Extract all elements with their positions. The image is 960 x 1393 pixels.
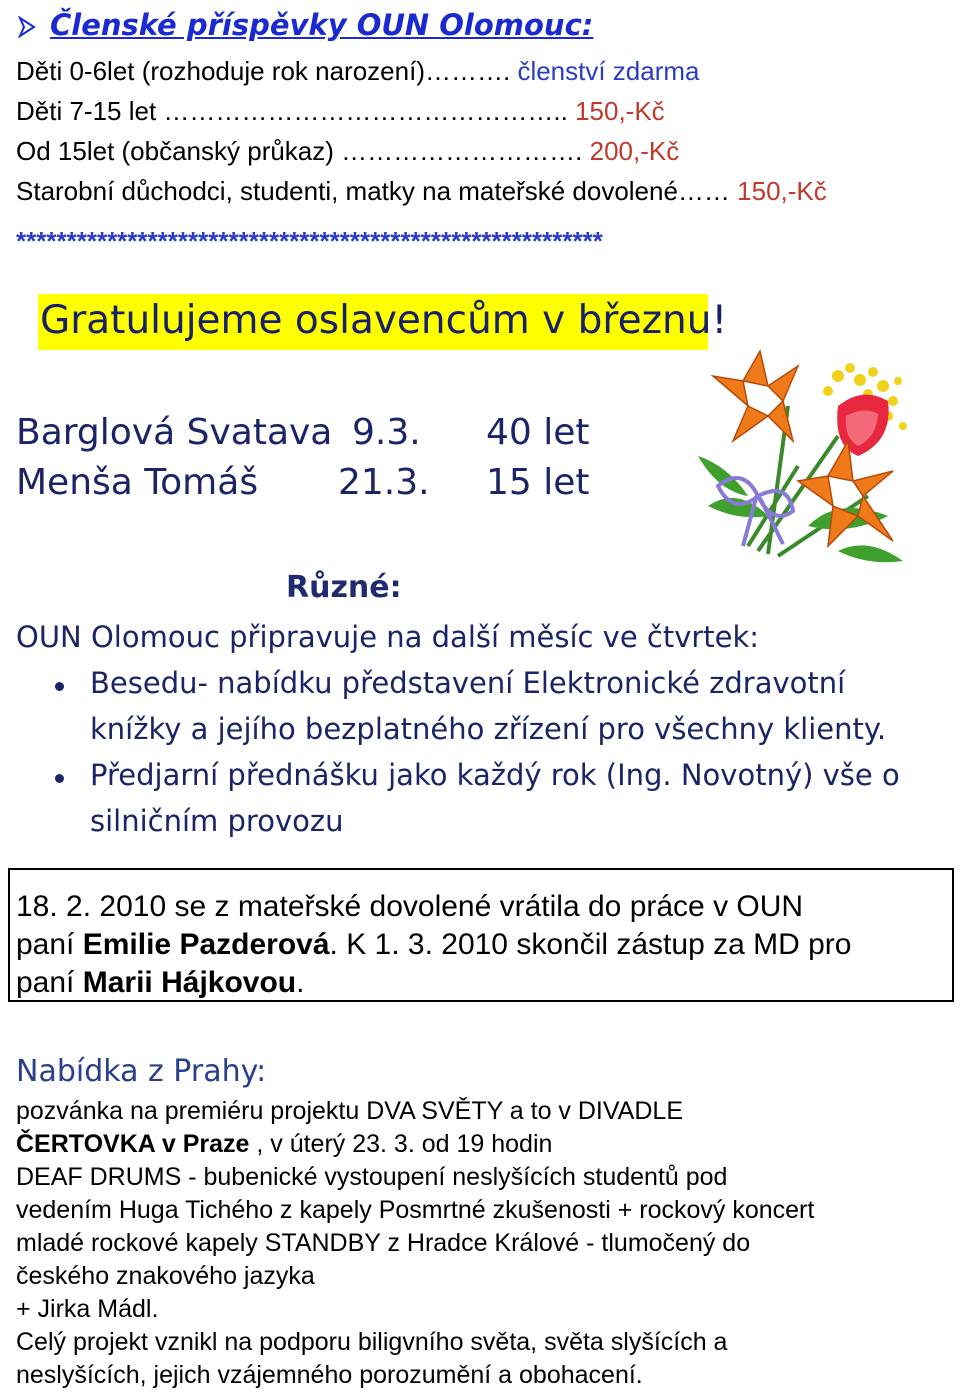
prague-line: vedením Huga Tichého z kapely Posmrtné zkušenosti + rockový koncert [16,1196,815,1224]
bullet-icon [55,774,64,783]
bullet-text: Předjarní přednášku jako každý rok (Ing. Novotný) vše o [90,758,900,792]
prague-line: mladé rockové kapely STANDBY z Hradce Králové - tlumočený do [16,1229,751,1257]
prague-line: Celý projekt vznikl na podporu biligvního světa, světa slyšících a [16,1328,728,1356]
birthday-name: Barglová Svatava [16,412,333,453]
bullet-text: Besedu- nabídku představení Elektronické zdravotní [90,666,846,700]
prague-line: neslyšících, jejich vzájemného porozumění a obohacení. [16,1361,643,1389]
notice-text: paní [16,928,83,961]
prague-heading: Nabídka z Prahy: [16,1054,267,1089]
bullet-icon [55,682,64,691]
notice-text: paní [16,966,83,999]
prague-line: DEAF DRUMS - bubenické vystoupení neslyšících studentů pod [16,1163,728,1191]
bullet-text-cont: silničním provozu [90,804,344,838]
prague-line: pozvánka na premiéru projektu DVA SVĚTY a to v DIVADLE [16,1097,683,1125]
prague-text: , v úterý 23. 3. od 19 hodin [249,1130,553,1158]
birthday-age: 15 let [486,462,590,503]
fee-row [16,96,665,127]
notice-line [16,928,851,962]
notice-text: . [296,966,305,999]
notice-person: Marii Hájkovou [82,966,297,999]
fee-label: Děti 7-15 let ……………………………………….. [16,96,576,126]
various-intro: OUN Olomouc připravuje na další měsíc ve čtvrtek: [16,620,760,654]
flower-bouquet-icon [688,346,914,572]
fee-row [16,136,679,167]
notice-person: Emilie Pazderová [82,928,330,961]
fees-title-text: Členské příspěvky OUN Olomouc: [50,8,594,42]
birthday-date: 9.3. [352,412,421,453]
notice-line: 18. 2. 2010 se z mateřské dovolené vrátila do práce v OUN [16,890,804,923]
prague-line: českého znakového jazyka [16,1262,315,1290]
fees-title [18,8,593,42]
prague-line [16,1130,552,1159]
fee-row [16,56,700,87]
arrow-bullet-icon [18,16,36,38]
notice-text: . K 1. 3. 2010 skončil zástup za MD pro [329,928,852,961]
birthday-age: 40 let [486,412,590,453]
various-heading: Různé: [286,570,402,605]
notice-line [16,966,304,1000]
star-separator: ********************************************************** [16,226,603,256]
fee-value: 150,-Kč [575,96,665,126]
fee-value: 150,-Kč [737,176,827,206]
fee-label: Děti 0-6let (rozhoduje rok narození)………. [16,56,518,86]
prague-venue: ČERTOVKA v Praze [16,1130,250,1158]
bullet-text-cont: knížky a jejího bezplatného zřízení pro všechny klienty. [90,712,887,746]
birthday-date: 21.3. [338,462,430,503]
fee-label: Od 15let (občanský průkaz) ………………………. [16,136,590,166]
birthday-name: Menša Tomáš [16,462,259,503]
fee-label: Starobní důchodci, studenti, matky na mateřské dovolené…… [16,176,738,206]
prague-line: + Jirka Mádl. [16,1295,159,1323]
fee-value: 200,-Kč [589,136,680,166]
birthday-heading: Gratulujeme oslavencům v březnu! [40,298,728,343]
fee-value: členství zdarma [517,56,700,86]
fee-row [16,176,827,207]
